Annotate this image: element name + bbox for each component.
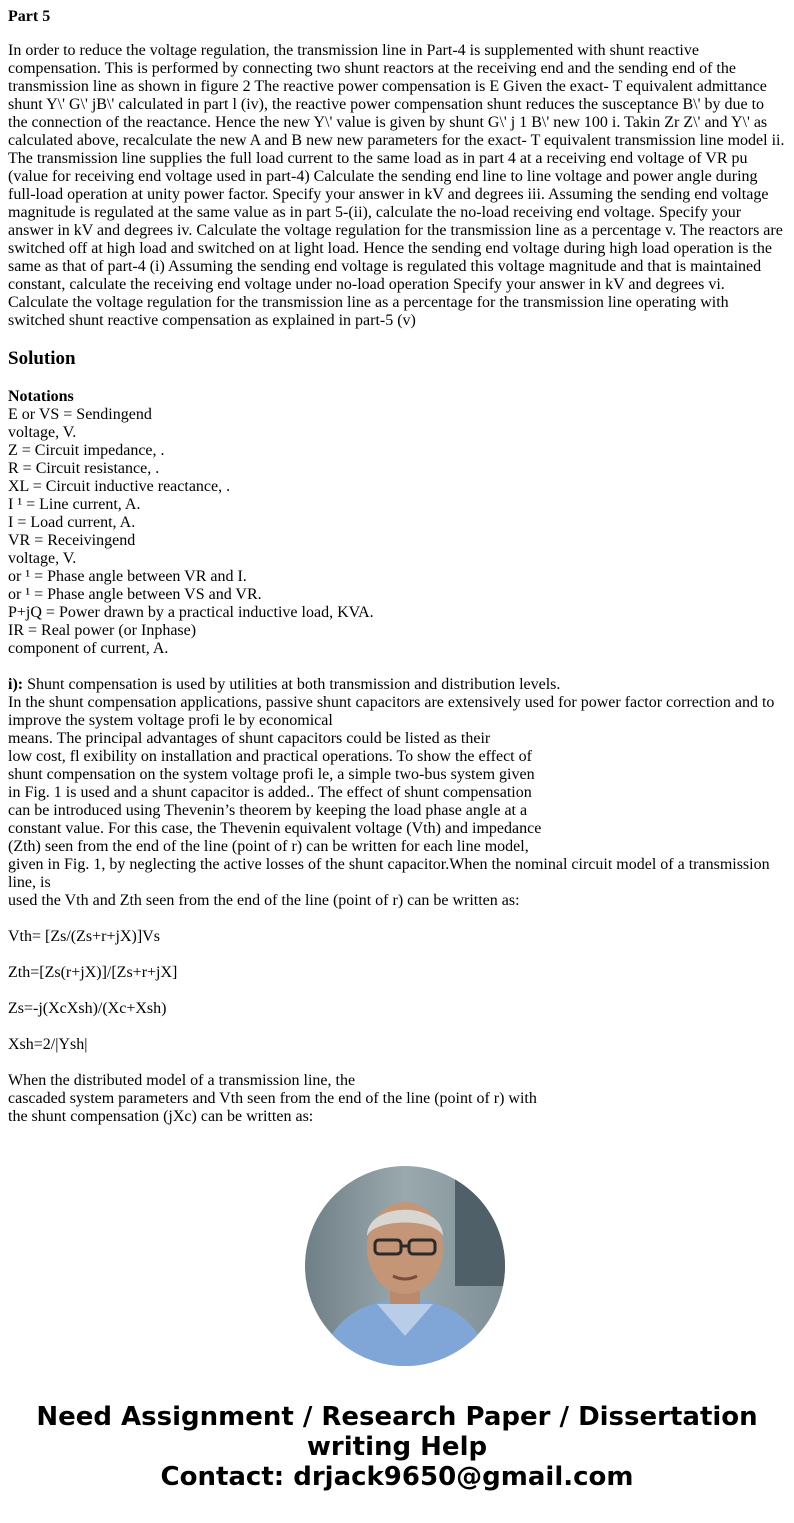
notation-line: component of current, A.	[8, 640, 169, 657]
paragraph-line: shunt compensation on the system voltage profi le, a simple two-bus system given	[8, 766, 535, 783]
footer-help-text: Need Assignment / Research Paper / Dissertation writing Help	[36, 1402, 758, 1462]
paragraph-line: in Fig. 1 is used and a shunt capacitor is added.. The effect of shunt compensation	[8, 784, 532, 801]
author-photo-avatar	[305, 1166, 505, 1366]
notation-line: P+jQ = Power drawn by a practical inductive load, KVA.	[8, 604, 374, 621]
notation-line: I = Load current, A.	[8, 514, 136, 531]
notation-line: R = Circuit resistance, .	[8, 460, 160, 477]
equation-vth: Vth= [Zs/(Zs+r+jX)]Vs	[8, 928, 160, 945]
notation-line: voltage, V.	[8, 550, 77, 567]
part-i-paragraph	[8, 676, 786, 910]
footer-contact-text: Contact: drjack9650@gmail.com	[160, 1462, 634, 1492]
notation-line: I ¹ = Line current, A.	[8, 496, 141, 513]
paragraph-line: (Zth) seen from the end of the line (point of r) can be written for each line model,	[8, 838, 529, 855]
person-portrait-icon	[305, 1166, 505, 1366]
paragraph-line: means. The principal advantages of shunt capacitors could be listed as their	[8, 730, 491, 747]
footer-banner	[0, 1402, 794, 1492]
paragraph-line: the shunt compensation (jXc) can be written as:	[8, 1108, 314, 1125]
notation-line: E or VS = Sendingend	[8, 406, 152, 423]
equation-zs: Zs=-j(XcXsh)/(Xc+Xsh)	[8, 1000, 167, 1017]
notation-line: Z = Circuit impedance, .	[8, 442, 165, 459]
notations-block	[8, 388, 786, 658]
paragraph-line: low cost, fl exibility on installation and practical operations. To show the effect of	[8, 748, 532, 765]
paragraph-line: used the Vth and Zth seen from the end of the line (point of r) can be written as:	[8, 892, 520, 909]
paragraph-line: When the distributed model of a transmission line, the	[8, 1072, 356, 1089]
notation-line: or ¹ = Phase angle between VR and I.	[8, 568, 247, 585]
notation-line: XL = Circuit inductive reactance, .	[8, 478, 231, 495]
paragraph-line: can be introduced using Thevenin’s theorem by keeping the load phase angle at a	[8, 802, 528, 819]
solution-heading: Solution	[8, 348, 76, 369]
part-i-lead: Shunt compensation is used by utilities at both transmission and distribution levels.	[23, 676, 561, 693]
paragraph-line: constant value. For this case, the Thevenin equivalent voltage (Vth) and impedance	[8, 820, 542, 837]
paragraph-line: In the shunt compensation applications, passive shunt capacitors are extensively used for power factor correction and to improve the system voltage profi le by economical	[8, 694, 779, 729]
distributed-model-paragraph	[8, 1072, 786, 1126]
paragraph-line: cascaded system parameters and Vth seen from the end of the line (point of r) with	[8, 1090, 537, 1107]
notation-line: or ¹ = Phase angle between VS and VR.	[8, 586, 262, 603]
problem-statement: In order to reduce the voltage regulation, the transmission line in Part-4 is supplemented with shunt reactive compensation. This is performed by connecting two shunt reactors at the receiving end and the sending end of the transmission line as shown in figure 2 The reactive power compensation is E Given the exact- T equivalent admittance shunt Y\' G\' jB\' calculated in part l (iv), the reactive power compensation shunt reduces the susceptance B\' by due to the connection of the reactance. Hence the new Y\' value is given by shunt G\' j 1 B\' new 100 i. Takin Zr Z\' and Y\' as calculated above, recalculate the new A and B new new parameters for the exact- T equivalent transmission line model ii. The transmission line supplies the full load current to the same load as in part 4 at a receiving end voltage of VR pu (value for receiving end voltage used in part-4) Calculate the sending end line to line voltage and power angle during full-load operation at unity power factor. Specify your answer in kV and degrees iii. Assuming the sending end voltage magnitude is regulated at the same value as in part 5-(ii), calculate the no-load receiving end voltage. Specify your answer in kV and degrees iv. Calculate the voltage regulation for the transmission line as a percentage v. The reactors are switched off at high load and switched on at light load. Hence the sending end voltage during high load operation is the same as that of part-4 (i) Assuming the sending end voltage is regulated this voltage magnitude and that is maintained constant, calculate the receiving end voltage under no-load operation Specify your answer in kV and degrees vi. Calculate the voltage regulation for the transmission line as a percentage for the transmission line operating with switched shunt reactive compensation as explained in part-5 (v)	[8, 42, 785, 329]
part-i-label: i):	[8, 676, 24, 693]
equation-xsh: Xsh=2/|Ysh|	[8, 1036, 88, 1053]
avatar-container	[8, 1166, 794, 1366]
notation-line: IR = Real power (or Inphase)	[8, 622, 197, 639]
part-title: Part 5	[8, 8, 51, 25]
notation-line: VR = Receivingend	[8, 532, 136, 549]
notation-line: voltage, V.	[8, 424, 77, 441]
paragraph-line: given in Fig. 1, by neglecting the active losses of the shunt capacitor.When the nominal circuit model of a transmission line, is	[8, 856, 774, 891]
notations-heading: Notations	[8, 388, 74, 405]
equation-zth: Zth=[Zs(r+jX)]/[Zs+r+jX]	[8, 964, 178, 981]
